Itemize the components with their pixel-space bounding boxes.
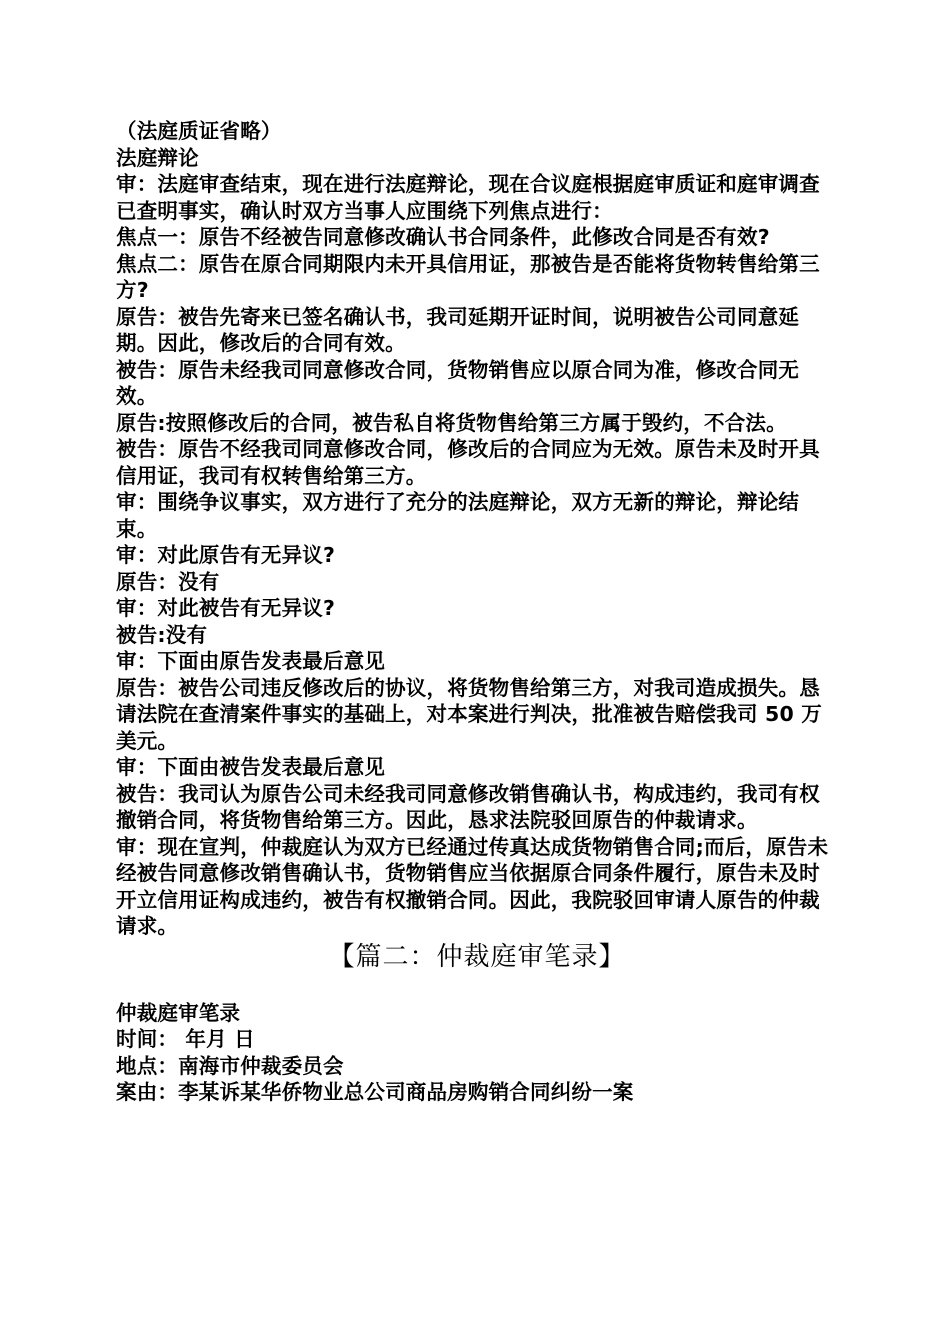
transcript-paragraph: 原告：没有 [116, 569, 220, 594]
document-body [116, 118, 838, 1106]
transcript-paragraph: 原告:按照修改后的合同，被告私自将货物售给第三方属于毁约，不合法。 [116, 410, 787, 435]
section-title: 【篇二：仲裁庭审笔录】 [328, 941, 626, 972]
transcript-paragraph: 原告：被告先寄来已签名确认书，我司延期开证时间，说明被告公司同意延期。因此，修改后的合同有效。 [116, 304, 800, 355]
debate-heading: 法庭辩论 [116, 145, 199, 170]
transcript-paragraph: 被告：原告未经我司同意修改合同，货物销售应以原合同为准，修改合同无效。 [116, 357, 800, 408]
transcript-paragraph: 审：法庭审查结束，现在进行法庭辩论，现在合议庭根据庭审质证和庭审调查已查明事实，确认时双方当事人应围绕下列焦点进行： [116, 172, 820, 223]
record-location: 地点：南海市仲裁委员会 [116, 1053, 344, 1078]
verdict-paragraph: 审：现在宣判，仲裁庭认为双方已经通过传真达成货物销售合同;而后，原告未经被告同意修改销售确认书，货物销售应当依据原合同条件履行，原告未及时开立信用证构成违约，被告有权撤销合同。因此，我院驳回审请人原告的仲裁请求。 [116, 834, 829, 938]
record-time: 时间： 年月 日 [116, 1027, 255, 1051]
focus-point-1: 焦点一：原告不经被告同意修改确认书合同条件，此修改合同是否有效? [116, 225, 770, 249]
transcript-paragraph: 审：对此原告有无异议? [116, 543, 336, 567]
transcript-paragraph: 审：下面由原告发表最后意见 [116, 649, 386, 673]
transcript-paragraph: 被告：我司认为原告公司未经我司同意修改销售确认书，构成违约，我司有权撤销合同，将货物售给第三方。因此，恳求法院驳回原告的仲裁请求。 [116, 781, 820, 832]
record-case: 案由：李某诉某华侨物业总公司商品房购销合同纠纷一案 [116, 1080, 634, 1104]
transcript-paragraph: 被告:没有 [116, 622, 208, 647]
transcript-paragraph: 原告：被告公司违反修改后的协议，将货物售给第三方，对我司造成损失。恳请法院在查清案件事实的基础上，对本案进行判决，批准被告赔偿我司 50 万美元。 [116, 675, 822, 753]
transcript-paragraph: 审：围绕争议事实，双方进行了充分的法庭辩论，双方无新的辩论，辩论结束。 [116, 490, 800, 541]
record-title: 仲裁庭审笔录 [116, 1000, 241, 1025]
omission-note: （法庭质证省略） [116, 119, 282, 143]
transcript-paragraph: 审：对此被告有无异议? [116, 596, 336, 620]
transcript-paragraph: 被告：原告不经我司同意修改合同，修改后的合同应为无效。原告未及时开具信用证，我司有权转售给第三方。 [116, 437, 820, 488]
focus-point-2: 焦点二：原告在原合同期限内未开具信用证，那被告是否能将货物转售给第三方? [116, 251, 820, 302]
transcript-paragraph: 审：下面由被告发表最后意见 [116, 755, 386, 779]
